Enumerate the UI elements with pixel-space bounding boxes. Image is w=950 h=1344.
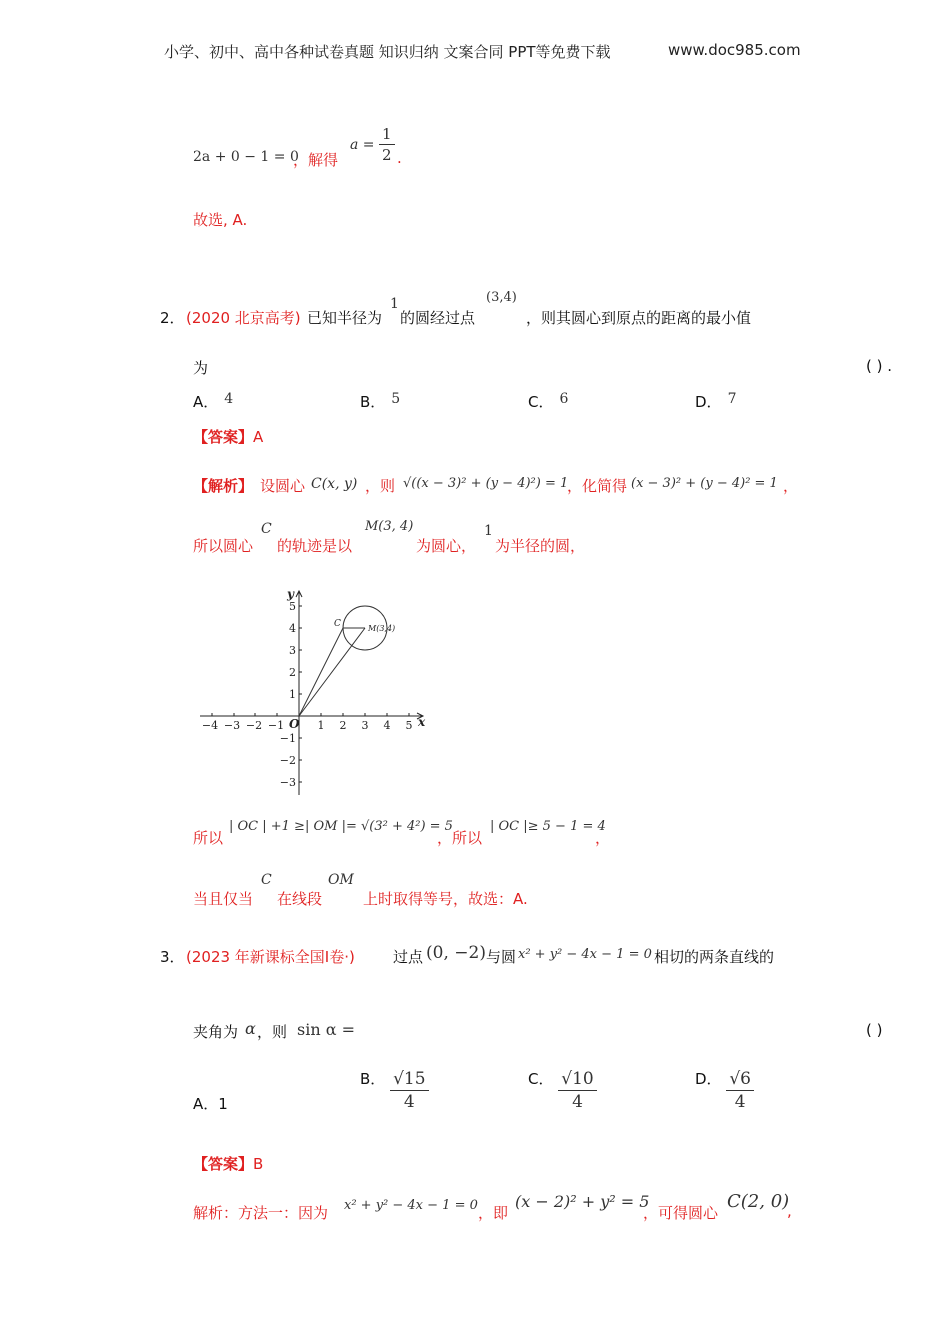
q2-line2-e: 为半径的圆， xyxy=(495,537,586,555)
q3-stem-d: 夹角为 xyxy=(193,1023,239,1041)
q2-line1-c: C(x, y) xyxy=(311,476,358,492)
q3-answer xyxy=(193,1153,263,1174)
q3-option-c-den: 4 xyxy=(572,1092,583,1112)
q3-line1-c: ，可得圆心 xyxy=(643,1204,719,1222)
q3-number: 3． xyxy=(160,948,185,966)
q2-line1-eq: √((x − 3)² + (y − 4)²) = 1 xyxy=(403,476,569,491)
q3-analysis-line1 xyxy=(193,1188,833,1222)
q2-answer xyxy=(193,426,263,447)
x-tick-label: 1 xyxy=(317,719,325,732)
q3-line1-eq2: (x − 2)² + y² = 5 xyxy=(515,1192,650,1211)
q3-line1-center: C(2, 0) xyxy=(727,1191,790,1212)
q2-line2-b: 的轨迹是以 xyxy=(277,537,353,555)
q3-options xyxy=(193,1068,773,1122)
header-url-text[interactable]: www.doc985.com xyxy=(668,41,801,59)
q3-option-d-num: √6 xyxy=(726,1068,754,1091)
q2-radius: 1 xyxy=(390,296,399,312)
prev-result-lhs: a = xyxy=(350,137,375,153)
y-tick-label: 4 xyxy=(289,622,296,635)
q2-stem-c: ，则其圆心到原点的距离的最小值 xyxy=(526,309,752,327)
q3-source: (2023 年新课标全国Ⅰ卷·) xyxy=(186,948,355,966)
q3-circle: x² + y² − 4x − 1 = 0 xyxy=(518,947,652,962)
q2-number: 2． xyxy=(160,309,185,327)
q3-line1-a: 解析：方法一：因为 xyxy=(193,1204,329,1222)
q2-line4-a: 当且仅当 xyxy=(193,890,254,908)
segment-om xyxy=(299,628,365,716)
q2-line1-b: ，则 xyxy=(365,477,396,495)
axes xyxy=(200,591,423,795)
q2-stem-d: 为 xyxy=(193,359,209,377)
q3-option-a-label: A． xyxy=(193,1095,219,1113)
y-tick-label: 3 xyxy=(289,644,296,657)
prev-choice: 故选, A. xyxy=(193,211,248,229)
q2-line1-e: ， xyxy=(783,477,799,495)
q3-alpha: α xyxy=(245,1019,256,1038)
q3-option-c[interactable] xyxy=(528,1068,597,1113)
point-c-label: C xyxy=(334,619,341,629)
q2-line3-eq2: | OC |≥ 5 − 1 = 4 xyxy=(490,819,606,834)
q3-option-b-label: B． xyxy=(360,1070,386,1088)
x-tick-label: −4 xyxy=(201,719,219,732)
q3-stem-c: 相切的两条直线的 xyxy=(654,948,775,966)
y-tick-label: 5 xyxy=(289,600,296,613)
q2-analysis-line4 xyxy=(193,870,613,910)
q3-line1-b: ，即 xyxy=(478,1204,509,1222)
q2-option-a-value: 4 xyxy=(224,391,234,407)
q2-option-a[interactable] xyxy=(193,391,233,412)
q3-line1-d: , xyxy=(787,1202,792,1220)
q2-analysis-line3 xyxy=(193,815,653,850)
q3-option-a[interactable] xyxy=(193,1093,228,1114)
q2-line3-c: ， xyxy=(595,829,611,847)
q2-line2-a: 所以圆心 xyxy=(193,537,254,555)
q3-option-c-num: √10 xyxy=(558,1068,596,1091)
q3-answer-value: B xyxy=(253,1155,264,1173)
q2-option-d[interactable] xyxy=(695,391,736,412)
q3-option-b-den: 4 xyxy=(403,1092,415,1112)
q2-line3-eq: | OC | +1 ≥| OM |= √(3² + 4²) = 5 xyxy=(229,819,453,834)
q3-line1-eq: x² + y² − 4x − 1 = 0 xyxy=(344,1198,478,1213)
y-tick-label: −1 xyxy=(279,732,296,745)
point-m-label: M(3,4) xyxy=(368,624,396,633)
q3-stem-line2 xyxy=(193,1018,393,1044)
q2-line2-d: 为圆心， xyxy=(416,537,477,555)
q2-options xyxy=(193,388,753,412)
prev-result-end: . xyxy=(397,149,402,167)
q2-line4-c: C xyxy=(261,872,272,888)
q3-stem-a: 过点 xyxy=(393,948,424,966)
q3-option-a-value: 1 xyxy=(218,1095,228,1113)
q3-stem-b: 与圆 xyxy=(486,948,517,966)
q2-line2-c: C xyxy=(261,521,272,537)
q3-sin: sin α = xyxy=(297,1020,356,1039)
coordinate-figure xyxy=(195,585,435,800)
q2-line2-m: M(3, 4) xyxy=(365,519,414,534)
q2-option-a-label: A． xyxy=(193,393,219,411)
prev-result-num: 1 xyxy=(379,124,395,145)
x-tick-label: −3 xyxy=(223,719,241,732)
origin-label: O xyxy=(289,717,300,731)
q2-answer-tag: 【答案】 xyxy=(193,428,254,446)
q3-option-d-fraction xyxy=(726,1068,754,1113)
y-tick-label: 1 xyxy=(289,688,296,701)
x-axis-label: x xyxy=(418,715,426,729)
q2-line3-b: ，所以 xyxy=(437,829,483,847)
q2-option-c-label: C． xyxy=(528,393,554,411)
q2-stem-b: 的圆经过点 xyxy=(400,309,476,327)
q2-line1-a: 设圆心 xyxy=(260,477,306,495)
q3-option-c-label: C． xyxy=(528,1070,554,1088)
q3-answer-tag: 【答案】 xyxy=(193,1155,254,1173)
q2-stem-a: 已知半径为 xyxy=(307,309,383,327)
x-tick-labels xyxy=(202,719,413,732)
q2-option-b[interactable] xyxy=(360,391,400,412)
q3-paren: ( ) xyxy=(866,1021,883,1039)
y-axis-label: y xyxy=(287,587,294,601)
q3-option-b-fraction xyxy=(390,1068,428,1113)
q2-line3-a: 所以 xyxy=(193,829,224,847)
x-tick-label: 5 xyxy=(405,719,413,732)
q3-option-d[interactable] xyxy=(695,1068,754,1113)
prev-equation: 2a + 0 − 1 = 0 xyxy=(193,149,299,165)
q2-analysis-tag: 【解析】 xyxy=(193,477,254,495)
q3-option-d-label: D． xyxy=(695,1070,722,1088)
x-tick-label: −1 xyxy=(267,719,285,732)
q3-option-b-num: √15 xyxy=(390,1068,428,1091)
x-tick-label: 2 xyxy=(339,719,347,732)
segment-oc xyxy=(299,628,343,716)
q2-answer-value: A xyxy=(253,428,264,446)
q2-option-b-label: B． xyxy=(360,393,386,411)
page-header xyxy=(164,41,611,62)
prev-solve-text: ，解得 xyxy=(293,151,339,169)
header-left-text: 小学、初中、高中各种试卷真题 知识归纳 文案合同 PPT等免费下载 xyxy=(164,43,611,61)
header-url[interactable] xyxy=(668,41,801,59)
q2-stem-line1 xyxy=(160,290,860,330)
y-tick-label: −3 xyxy=(279,776,296,789)
q3-point: (0, −2) xyxy=(426,943,486,963)
q2-point: (3,4) xyxy=(486,290,517,305)
q2-option-b-value: 5 xyxy=(391,391,401,407)
y-tick-label: −2 xyxy=(279,754,296,767)
y-tick-label: 2 xyxy=(289,666,296,679)
q2-analysis-line1 xyxy=(193,470,913,500)
prev-result-fraction xyxy=(379,124,395,165)
q2-paren: ( ) . xyxy=(866,357,893,375)
q3-option-d-den: 4 xyxy=(734,1092,746,1112)
q3-option-c-fraction xyxy=(558,1068,596,1113)
q2-line4-b: 在线段 xyxy=(277,890,323,908)
x-tick-label: 4 xyxy=(383,719,391,732)
q2-line4-om: OM xyxy=(328,872,354,888)
q3-option-b[interactable] xyxy=(360,1068,429,1113)
q2-line4-d: 上时取得等号，故选：A. xyxy=(363,890,528,908)
y-tick-labels xyxy=(280,600,296,789)
q2-line2-r: 1 xyxy=(484,523,493,539)
q3-stem-line1 xyxy=(160,940,860,970)
q2-source: (2020 北京高考) xyxy=(186,309,301,327)
q2-analysis-line2 xyxy=(193,517,693,557)
q2-line1-d: ，化简得 xyxy=(567,477,628,495)
q2-option-c[interactable] xyxy=(528,391,568,412)
q2-option-d-value: 7 xyxy=(727,391,737,407)
q2-option-d-label: D． xyxy=(695,393,722,411)
q2-option-c-value: 6 xyxy=(559,391,569,407)
prev-result-den: 2 xyxy=(382,146,392,164)
x-tick-label: −2 xyxy=(245,719,263,732)
q3-stem-e: ，则 xyxy=(257,1023,288,1041)
x-tick-label: 3 xyxy=(361,719,369,732)
q2-line1-eq2: (x − 3)² + (y − 4)² = 1 xyxy=(631,476,778,491)
